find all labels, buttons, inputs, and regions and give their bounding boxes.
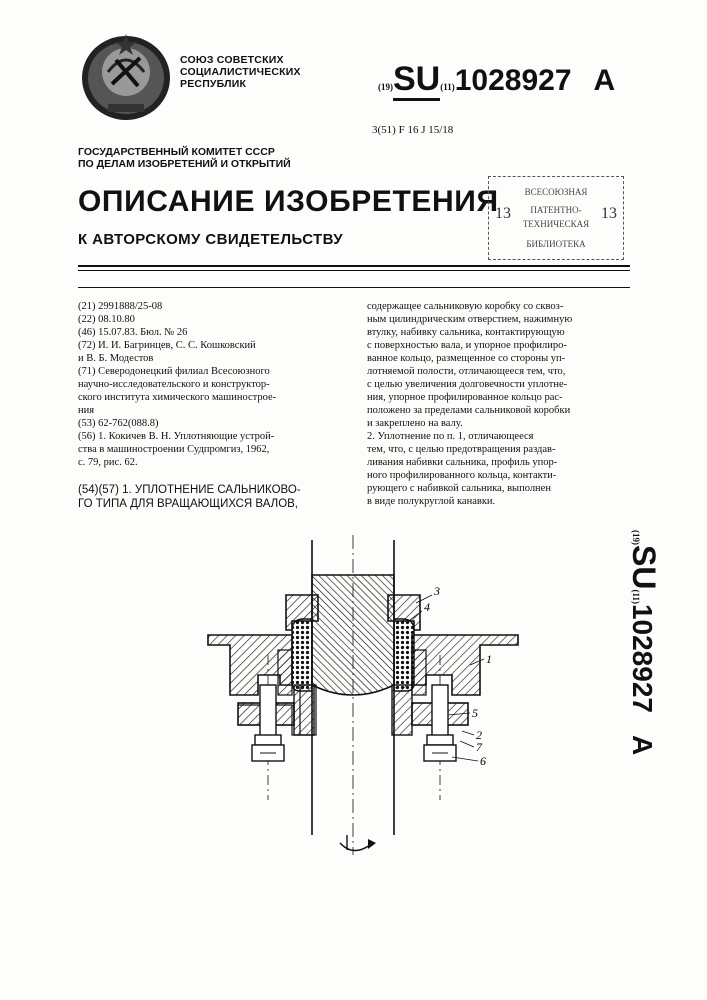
claim-line: с поверхностью вала, и упорное профилиро- xyxy=(367,340,567,351)
claim-line: лотняемой полости, отличающееся тем, что, xyxy=(367,366,566,377)
claim-line: 2. Уплотнение по п. 1, отличающееся xyxy=(367,431,534,442)
stamp-right-number: 13 xyxy=(601,205,617,222)
claim-line: в виде полукруглой канавки. xyxy=(367,496,496,507)
state-emblem-icon xyxy=(78,28,174,124)
committee-line: ГОСУДАРСТВЕННЫЙ КОМИТЕТ СССР xyxy=(78,146,275,158)
library-stamp xyxy=(488,176,624,260)
divider xyxy=(78,287,630,288)
page-subtitle: К АВТОРСКОМУ СВИДЕТЕЛЬСТВУ xyxy=(78,231,344,248)
vertical-code-11: (11) xyxy=(631,589,641,604)
claim-line: содержащее сальниковую коробку со сквоз- xyxy=(367,301,564,312)
stamp-line: ВСЕСОЮЗНАЯ xyxy=(524,187,588,197)
drawing-label: 5 xyxy=(472,706,478,720)
biblio-line: (21) 2991888/25-08 xyxy=(78,301,163,312)
invention-title xyxy=(78,483,368,511)
vertical-patent-kind: A xyxy=(627,734,658,756)
country-name xyxy=(180,54,301,90)
biblio-line: (72) И. И. Багринцев, С. С. Кошковский xyxy=(78,340,256,351)
biblio-line: ния xyxy=(78,405,95,416)
stamp-left-number: 13 xyxy=(495,205,511,222)
stamp-line: ПАТЕНТНО- xyxy=(530,205,582,215)
stamp-line: БИБЛИОТЕКА xyxy=(526,239,586,249)
patent-kind: A xyxy=(593,64,616,97)
patent-number: 1028927 xyxy=(454,64,572,97)
claim-line: ния, упорное профилированное кольцо рас- xyxy=(367,392,563,403)
stamp-line: ТЕХНИЧЕСКАЯ xyxy=(522,219,590,229)
claim-line: втулку, набивку сальника, контактирующую xyxy=(367,327,565,338)
vertical-code-19: (19) xyxy=(631,530,641,545)
invention-title-line: (54)(57) 1. УПЛОТНЕНИЕ САЛЬНИКОВО- xyxy=(78,484,301,496)
invention-title-line: ГО ТИПА ДЛЯ ВРАЩАЮЩИХСЯ ВАЛОВ, xyxy=(78,498,298,510)
biblio-line: ского института химического машинострое- xyxy=(78,392,277,403)
drawing-label: 7 xyxy=(476,740,482,754)
country-line: СОЦИАЛИСТИЧЕСКИХ xyxy=(180,66,301,78)
divider xyxy=(78,265,630,267)
claim-line: ным цилиндрическим отверстием, нажимную xyxy=(367,314,573,325)
drawing-label: 3 xyxy=(434,584,440,598)
vertical-country-code: SU xyxy=(626,545,662,590)
claim-line: ливания набивки сальника, профиль упор- xyxy=(367,457,558,468)
vertical-patent-number xyxy=(626,530,676,800)
code-19: (19) xyxy=(378,82,393,92)
bibliographic-data xyxy=(78,300,346,469)
page-title: ОПИСАНИЕ ИЗОБРЕТЕНИЯ xyxy=(78,185,499,218)
seal-drawing xyxy=(200,535,530,865)
biblio-line: с. 79, рис. 62. xyxy=(78,457,138,468)
claim-line: с целью увеличения долговечности уплотне- xyxy=(367,379,568,390)
drawing-label: 6 xyxy=(480,754,486,768)
divider xyxy=(78,270,630,271)
country-line: РЕСПУБЛИК xyxy=(180,78,247,90)
claim-line: ванное кольцо, размещенное со стороны уп- xyxy=(367,353,566,364)
claim-line: ного профилированного кольца, контакти- xyxy=(367,470,557,481)
claim-line: положено за пределами сальниковой коробки xyxy=(367,405,571,416)
claim-line: тем, что, с целью предотвращения раздав- xyxy=(367,444,556,455)
committee-line: ПО ДЕЛАМ ИЗОБРЕТЕНИЙ И ОТКРЫТИЙ xyxy=(78,158,291,170)
biblio-line: (46) 15.07.83. Бюл. № 26 xyxy=(78,327,188,338)
drawing-label: 2 xyxy=(476,728,482,742)
biblio-line: ства в машиностроении Судпромгиз, 1962, xyxy=(78,444,270,455)
biblio-line: (71) Северодонецкий филиал Всесоюзного xyxy=(78,366,270,377)
biblio-line: и В. Б. Модестов xyxy=(78,353,154,364)
drawing-label: 1 xyxy=(486,652,492,666)
biblio-line: (22) 08.10.80 xyxy=(78,314,135,325)
ipc-classification: 3(51) F 16 J 15/18 xyxy=(372,124,454,136)
biblio-line: научно-исследовательского и конструктор- xyxy=(78,379,270,390)
country-line: СОЮЗ СОВЕТСКИХ xyxy=(180,54,284,66)
code-11: (11) xyxy=(440,82,455,92)
biblio-line: (53) 62-762(088.8) xyxy=(78,418,159,429)
committee-name xyxy=(78,146,291,170)
biblio-line: (56) 1. Кокичев В. Н. Уплотняющие устрой- xyxy=(78,431,275,442)
claims-text xyxy=(367,300,629,508)
country-code: SU xyxy=(393,60,440,101)
drawing-label: 4 xyxy=(424,600,430,614)
vertical-patent-number-digits: 1028927 xyxy=(627,603,658,713)
claim-line: и закреплено на валу. xyxy=(367,418,463,429)
patent-number-block xyxy=(378,60,615,99)
claim-line: рующего с набивкой сальника, выполнен xyxy=(367,483,551,494)
